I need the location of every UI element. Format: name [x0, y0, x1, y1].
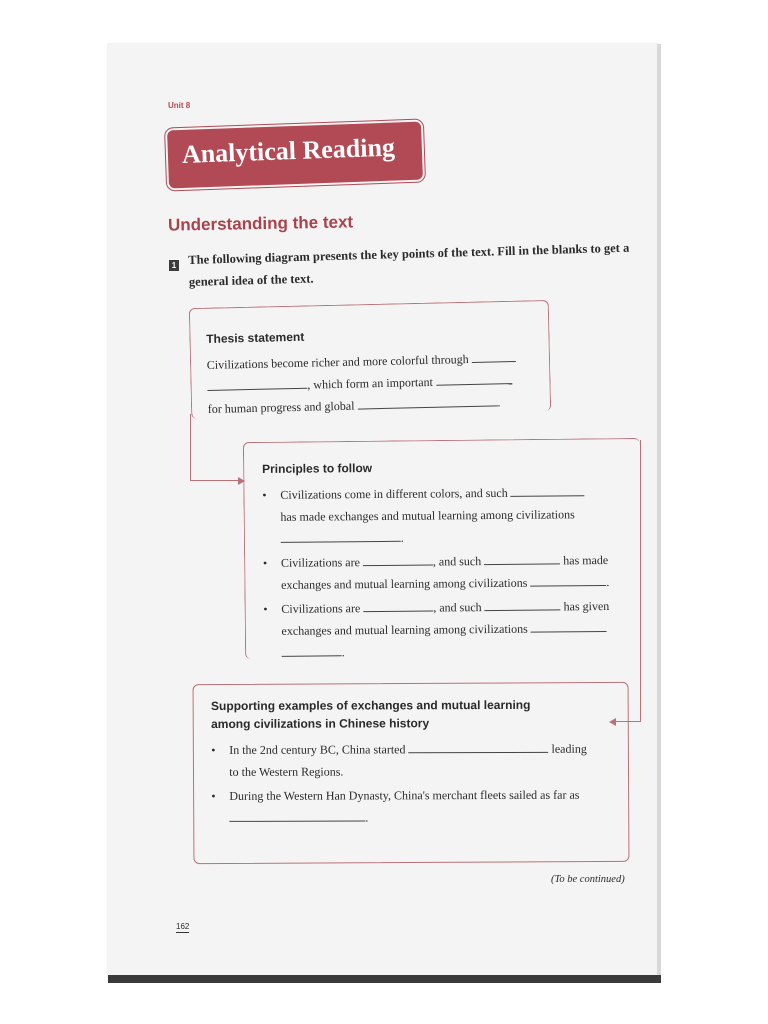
blank-field[interactable]: [436, 371, 512, 386]
page-edge: [657, 44, 661, 979]
blank-field[interactable]: [229, 808, 365, 821]
principles-title: Principles to follow: [262, 461, 373, 476]
blank-field[interactable]: [357, 393, 497, 409]
blank-field[interactable]: [281, 529, 401, 543]
question-instruction: The following diagram presents the key points of the text. Fill in the blanks to get a general idea of the text.: [188, 240, 630, 289]
thesis-line-2: , which form an important: [207, 369, 537, 398]
continued-note: (To be continued): [551, 874, 625, 885]
blank-field[interactable]: [485, 597, 561, 611]
thesis-line-3: for human progress and global .: [207, 395, 501, 416]
examples-title: Supporting examples of exchanges and mutual learning among civilizations in Chinese history: [211, 697, 531, 731]
blank-field[interactable]: [511, 483, 585, 497]
examples-list: [211, 738, 616, 829]
list-item: • In the 2nd century BC, China started leading to the Western Regions.: [211, 738, 616, 783]
connector-line: [640, 440, 641, 722]
thesis-title: Thesis statement: [206, 329, 305, 346]
blank-field[interactable]: [471, 349, 515, 363]
examples-content: [211, 696, 616, 831]
section-banner: [167, 122, 423, 189]
blank-field[interactable]: [484, 551, 560, 565]
page-number: 162: [176, 922, 190, 931]
blank-field[interactable]: [363, 599, 433, 613]
thesis-line-1: Civilizations become richer and more colorful through: [207, 347, 537, 376]
page-bottom-shadow: [108, 975, 661, 983]
thesis-content: [206, 321, 538, 420]
question-number-badge: 1: [169, 260, 179, 271]
blank-field[interactable]: [531, 619, 607, 633]
section-heading: Understanding the text: [167, 212, 354, 235]
blank-field[interactable]: [282, 643, 342, 657]
list-item: • Civilizations come in different colors, and such has made exchanges and mutual learning among civilizations .: [262, 481, 635, 550]
blank-field[interactable]: [363, 553, 433, 567]
unit-label: Unit 8: [168, 101, 191, 110]
principles-content: [262, 455, 636, 666]
list-item: • Civilizations are , and such has given exchanges and mutual learning among civilizations .: [263, 595, 636, 664]
blank-field[interactable]: [207, 376, 307, 391]
blank-field[interactable]: [408, 740, 548, 753]
connector-line: [190, 414, 191, 481]
list-item: • During the Western Han Dynasty, China's merchant fleets sailed as far as .: [211, 784, 616, 829]
principles-list: [262, 481, 636, 664]
connector-line: [190, 480, 240, 481]
list-item: • Civilizations are , and such has made exchanges and mutual learning among civilizations .: [263, 549, 635, 596]
banner-title: Analytical Reading: [181, 132, 396, 169]
blank-field[interactable]: [530, 573, 606, 587]
